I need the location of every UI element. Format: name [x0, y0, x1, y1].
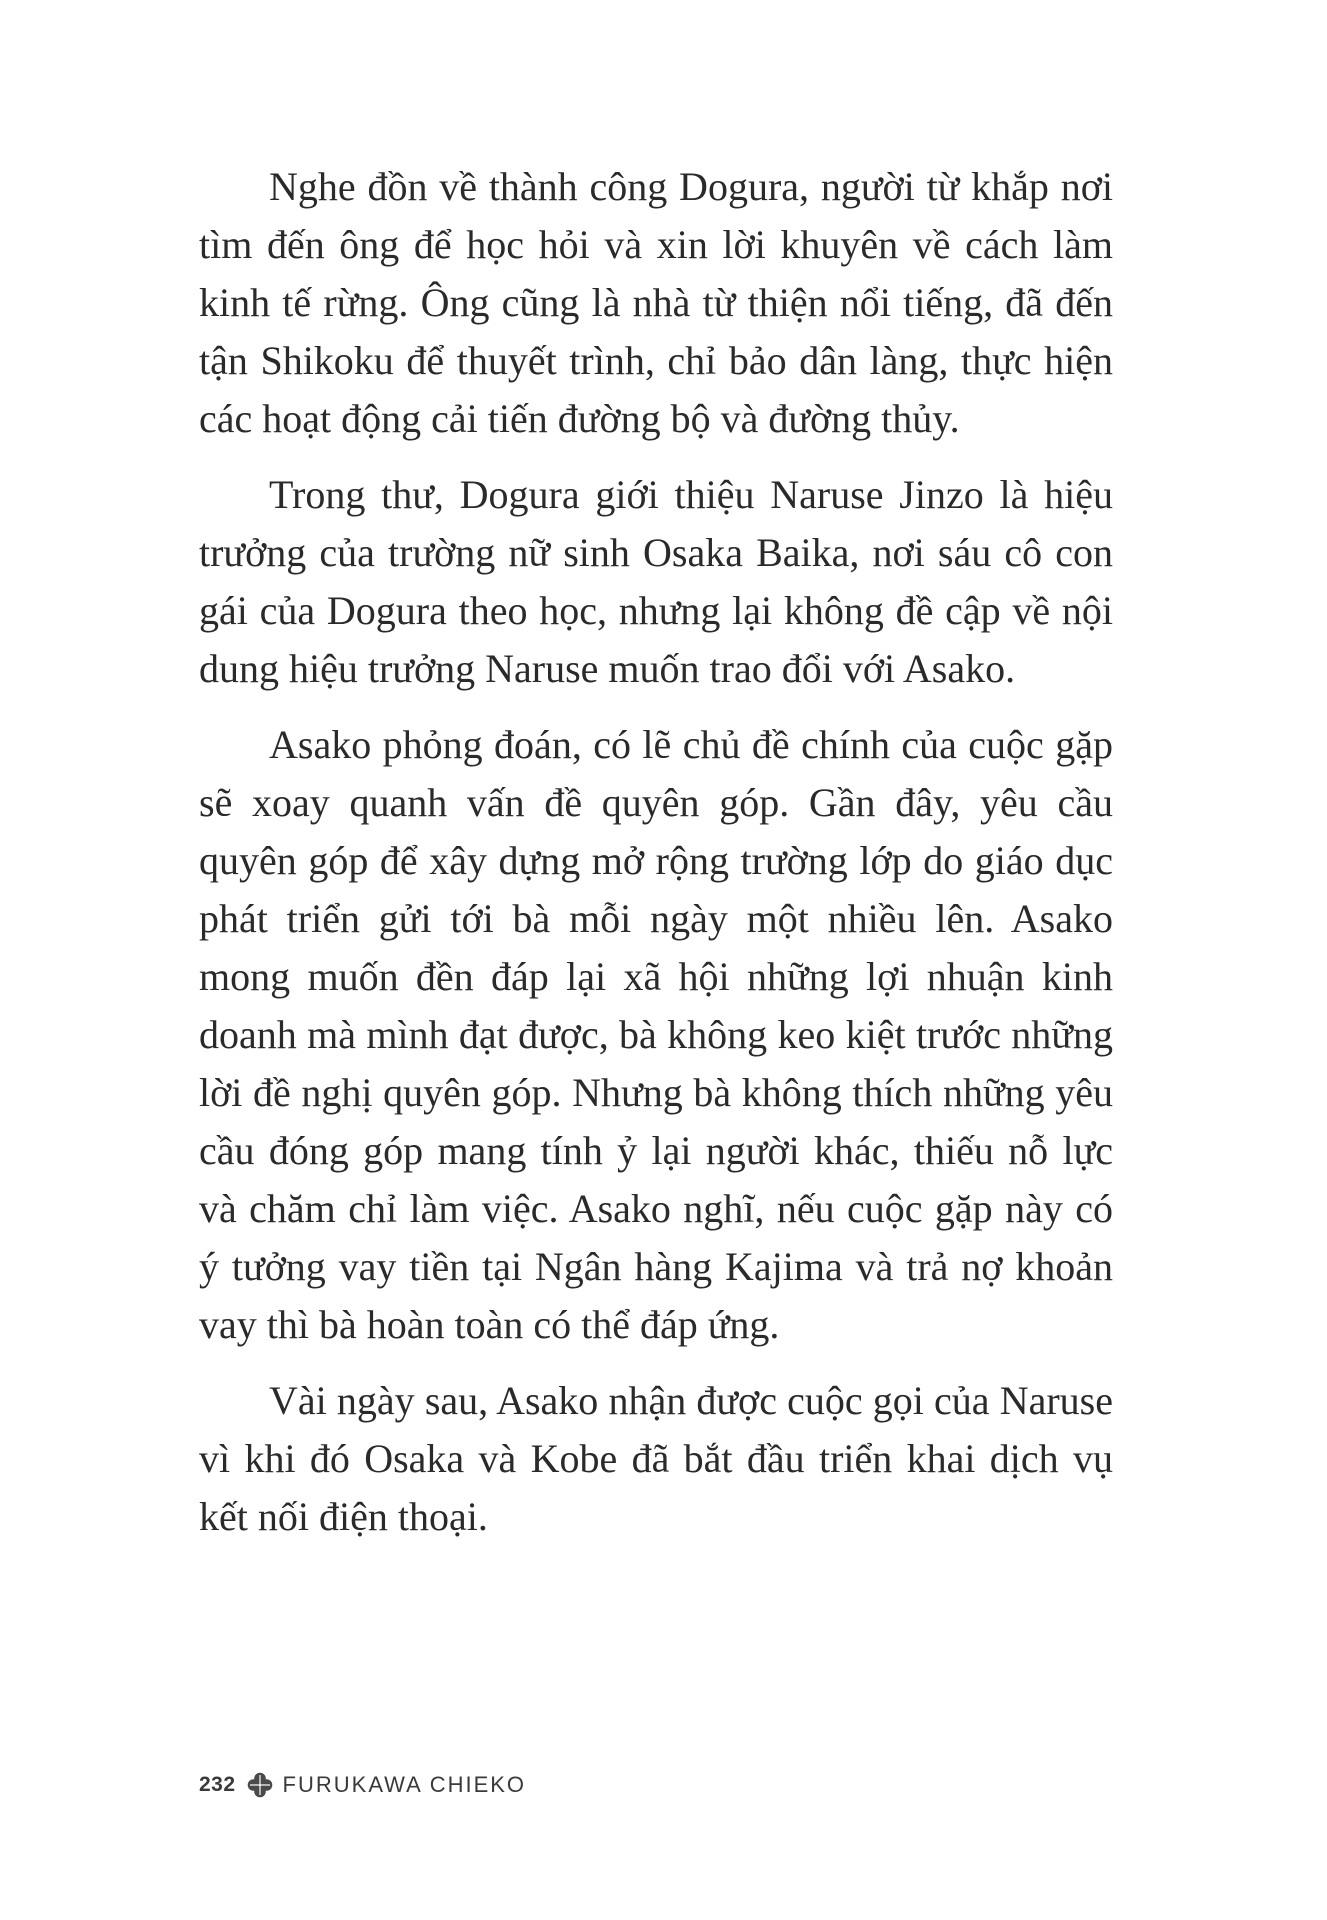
paragraph: Nghe đồn về thành công Dogura, người từ khắp nơi tìm đến ông để học hỏi và xin lời khuyên về cách làm kinh tế rừng. Ông cũng là nhà từ thiện nổi tiếng, đã đến tận Shikoku để thuyết trình, chỉ bảo dân làng, thực hiện các hoạt động cải tiến đường bộ và đường thủy. — [199, 164, 1113, 441]
page-number: 232 — [199, 1773, 236, 1796]
author-name: FURUKAWA CHIEKO — [282, 1772, 527, 1797]
paragraph: Trong thư, Dogura giới thiệu Naruse Jinzo là hiệu trưởng của trường nữ sinh Osaka Baika, nơi sáu cô con gái của Dogura theo học, nhưng lại không đề cập về nội dung hiệu trưởng Naruse muốn trao đổi với Asako. — [199, 472, 1113, 691]
paragraph: Asako phỏng đoán, có lẽ chủ đề chính của cuộc gặp sẽ xoay quanh vấn đề quyên góp. Gần đây, yêu cầu quyên góp để xây dựng mở rộng trường lớp do giáo dục phát triển gửi tới bà mỗi ngày một nhiều lên. Asako mong muốn đền đáp lại xã hội những lợi nhuận kinh doanh mà mình đạt được, bà không keo kiệt trước những lời đề nghị quyên góp. Nhưng bà không thích những yêu cầu đóng góp mang tính ỷ lại người khác, thiếu nỗ lực và chăm chỉ làm việc. Asako nghĩ, nếu cuộc gặp này có ý tưởng vay tiền tại Ngân hàng Kajima và trả nợ khoản vay thì bà hoàn toàn có thể đáp ứng. — [199, 722, 1113, 1347]
clover-icon — [245, 1770, 275, 1800]
paragraph: Vài ngày sau, Asako nhận được cuộc gọi của Naruse vì khi đó Osaka và Kobe đã bắt đầu triển khai dịch vụ kết nối điện thoại. — [199, 1378, 1113, 1539]
page-footer — [199, 1770, 526, 1800]
body-text — [199, 158, 1113, 1564]
